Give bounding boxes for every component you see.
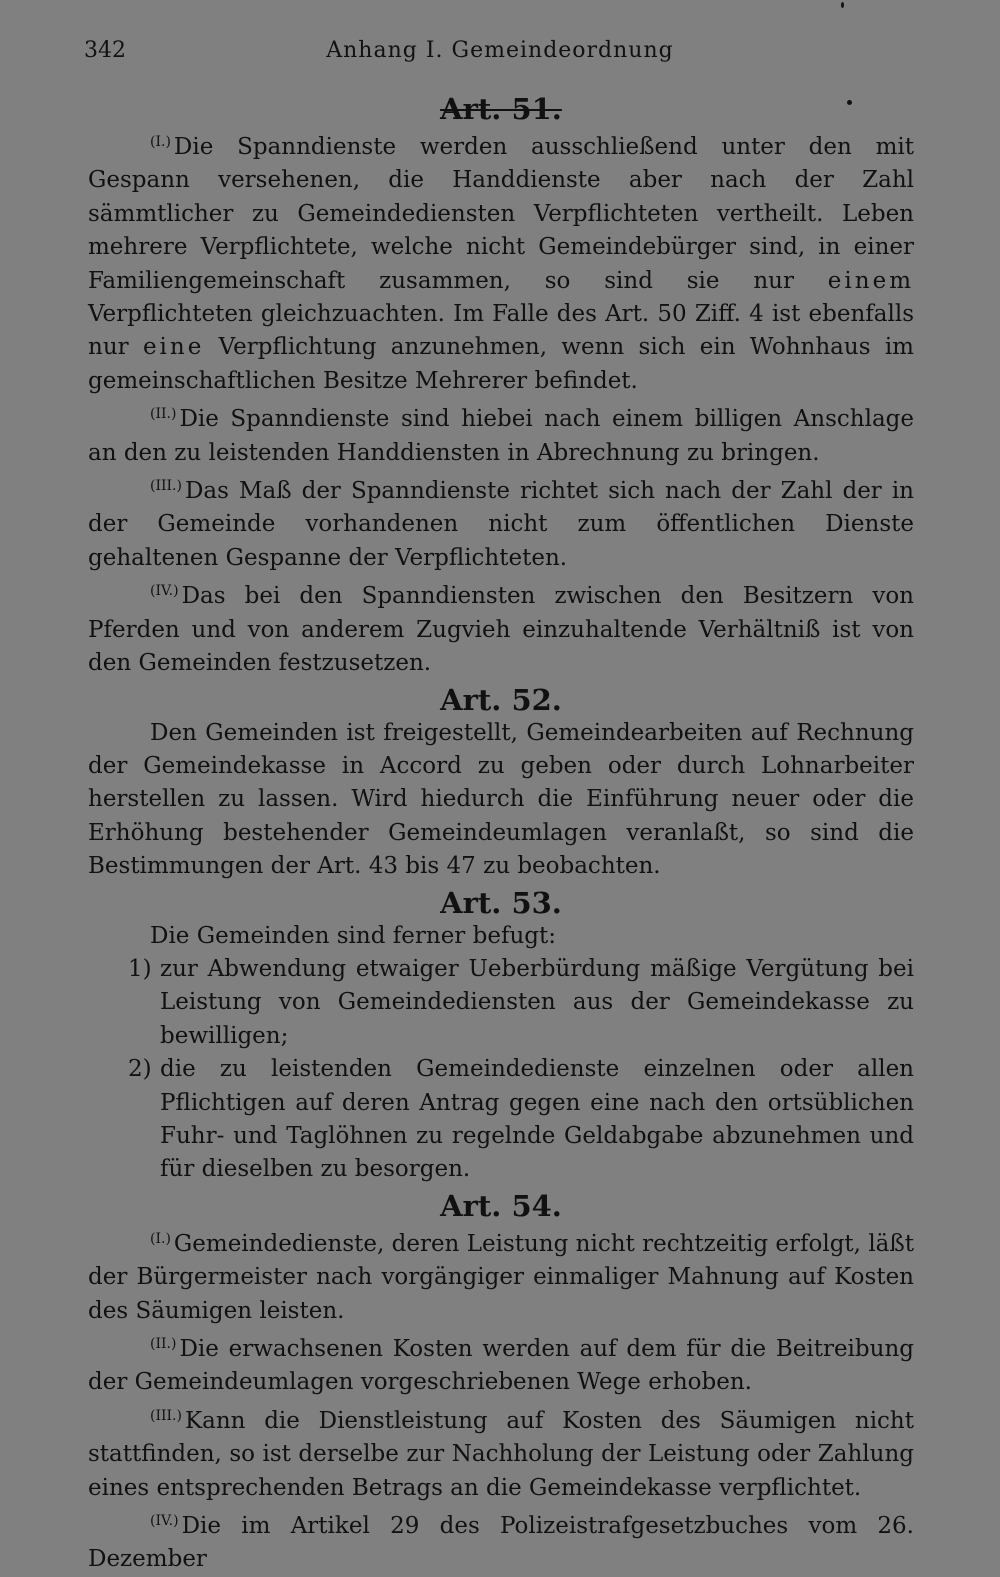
paragraph: $^{(II.)}$ Die Spanndienste sind hiebei nach einem billigen Anschlage an den zu leistenden Handdiensten in Abrechnung zu bringen. (88, 406, 914, 466)
list-item: 1) zur Abwendung etwaiger Ueberbürdung mäßige Vergütung bei Leistung von Gemeindediensten aus der Gemeindekasse zu bewilligen; (128, 955, 914, 1049)
paragraph: $^{(I.)}$ Die Spanndienste werden ausschließend unter den mit Gespann versehenen, die Handdienste aber nach der Zahl sämmtlicher zu Gemeindediensten Verpflichteten vertheilt. Leben mehrere Verpflichtete, welche nicht Gemeindebürger sind, in einer Familiengemeinschaft zusammen, so sind sie nur einem Verpflichteten gleichzuachten. Im Falle des Art. 50 Ziff. 4 ist ebenfalls nur eine Verpflichtung anzunehmen, wenn sich ein Wohnhaus im gemeinschaftlichen Besitze Mehrerer befindet. (88, 134, 914, 394)
paragraph: $^{(III.)}$ Das Maß der Spanndienste richtet sich nach der Zahl der in der Gemeinde vorhandenen nicht zum öffentlichen Dienste gehaltenen Gespanne der Verpflichteten. (88, 478, 914, 571)
paragraph: $^{(II.)}$ Die erwachsenen Kosten werden auf dem für die Beitreibung der Gemeindeumlagen vorgeschriebenen Wege erhoben. (88, 1336, 914, 1396)
paragraph: Die Gemeinden sind ferner befugt: (150, 922, 556, 949)
running-title: Anhang I. Gemeindeordnung (326, 38, 674, 63)
body-text (88, 90, 914, 1577)
running-head (84, 38, 916, 74)
article-heading-51: Art. 51. (440, 92, 562, 126)
article-heading-52: Art. 52. (440, 682, 562, 717)
paragraph: $^{(IV.)}$ Die im Artikel 29 des Polizeistrafgesetzbuches vom 26. Dezember (88, 1513, 914, 1573)
list-item: 2) die zu leistenden Gemeindedienste einzelnen oder allen Pflichtigen auf deren Antrag gegen eine nach den ortsüblichen Fuhr- und Taglöhnen zu regelnde Geldabgabe abzunehmen und für dieselben zu besorgen. (128, 1056, 914, 1183)
page-number: 342 (84, 38, 126, 63)
ink-speck (841, 2, 844, 8)
article-heading-53: Art. 53. (440, 885, 562, 920)
paragraph: Den Gemeinden ist freigestellt, Gemeindearbeiten auf Rechnung der Gemeindekasse in Accord zu geben oder durch Lohnarbeiter herstellen zu lassen. Wird hiedurch die Einführung neuer oder die Erhöhung bestehender Gemeindeumlagen veranlaßt, so sind die Bestimmungen der Art. 43 bis 47 zu beobachten. (88, 719, 914, 880)
paragraph: $^{(I.)}$ Gemeindedienste, deren Leistung nicht rechtzeitig erfolgt, läßt der Bürgermeister nach vorgängiger einmaliger Mahnung auf Kosten des Säumigen leisten. (88, 1230, 914, 1324)
paragraph: $^{(III.)}$ Kann die Dienstleistung auf Kosten des Säumigen nicht stattfinden, so ist derselbe zur Nachholung der Leistung oder Zahlung eines entsprechenden Betrags an die Gemeindekasse verpflichtet. (88, 1407, 914, 1501)
article-heading-54: Art. 54. (440, 1188, 562, 1223)
paragraph: $^{(IV.)}$ Das bei den Spanndiensten zwischen den Besitzern von Pferden und von anderem Zugvieh einzuhaltende Verhältniß ist von den Gemeinden festzusetzen. (88, 583, 914, 677)
